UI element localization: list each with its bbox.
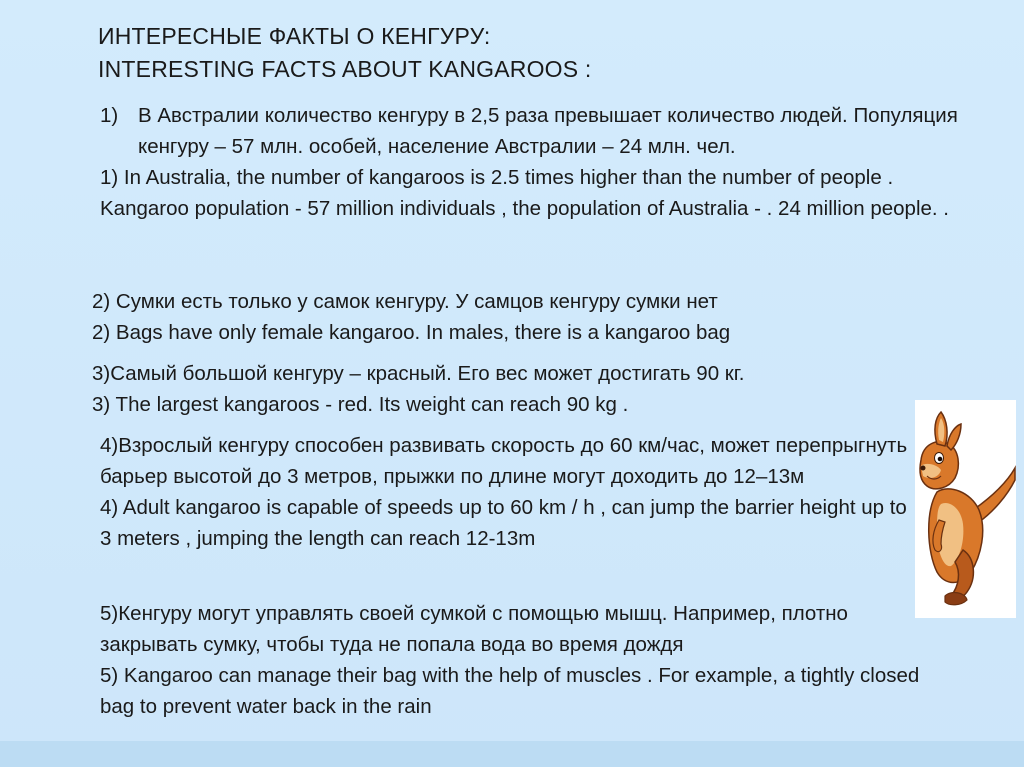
- fact-1-english: 1) In Australia, the number of kangaroos is 2.5 times higher than the number of people . Kangaroo population - 57 million individuals , the population of Australia - . 24 million people. .: [100, 166, 949, 220]
- cartoon-kangaroo-icon: [915, 400, 1016, 618]
- fact-5: [100, 598, 930, 722]
- fact-5-russian: 5)Кенгуру могут управлять своей сумкой с помощью мышц. Например, плотно закрывать сумку, чтобы туда не попала вода во время дождя: [100, 602, 848, 656]
- fact-4-english: 4) Adult kangaroo is capable of speeds up to 60 km / h , can jump the barrier height up to 3 meters , jumping the length can reach 12-13m: [100, 496, 907, 550]
- fact-1-number: 1): [100, 104, 119, 127]
- fact-1-russian-text: В Австралии количество кенгуру в 2,5 раза превышает количество людей. Популяция кенгуру – 57 млн. особей, население Австралии – 24 млн. чел.: [138, 104, 958, 158]
- fact-3-russian: 3)Самый большой кенгуру – красный. Его вес может достигать 90 кг.: [92, 362, 745, 385]
- fact-2-russian: 2) Сумки есть только у самок кенгуру. У самцов кенгуру сумки нет: [92, 290, 718, 313]
- fact-5-english: 5) Kangaroo can manage their bag with the help of muscles . For example, a tightly closed bag to prevent water back in the rain: [100, 664, 920, 718]
- fact-4-russian: 4)Взрослый кенгуру способен развивать скорость до 60 км/час, может перепрыгнуть барьер высотой до 3 метров, прыжки по длине могут доходить до 12–13м: [100, 434, 908, 488]
- fact-2: [92, 286, 922, 348]
- fact-2-english: 2) Bags have only female kangaroo. In males, there is a kangaroo bag: [92, 321, 731, 344]
- fact-3-english: 3) The largest kangaroos - red. Its weight can reach 90 kg .: [92, 393, 629, 416]
- kangaroo-picture: [915, 400, 1016, 618]
- fact-1: [100, 100, 980, 224]
- fact-4: [100, 430, 910, 554]
- title-russian: ИНТЕРЕСНЫЕ ФАКТЫ О КЕНГУРУ:: [98, 23, 491, 49]
- page-title: [98, 20, 592, 86]
- fact-1-russian: [100, 100, 980, 162]
- fact-3: [92, 358, 922, 420]
- slide-bottom-band: [0, 741, 1024, 767]
- title-english: INTERESTING FACTS ABOUT KANGAROOS :: [98, 56, 592, 82]
